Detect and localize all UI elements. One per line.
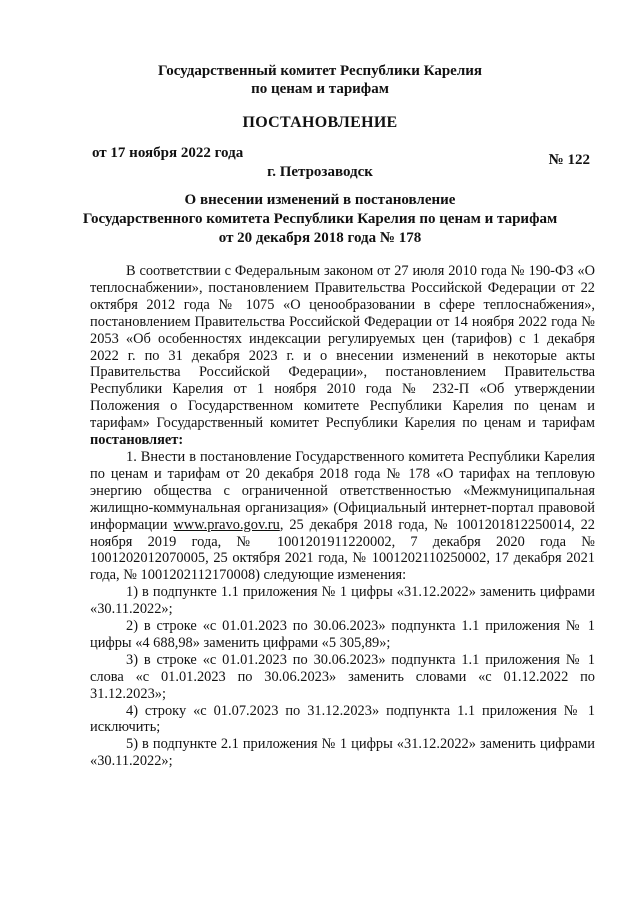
item-1-text-a: 1. Внести в постановление Государственного комитета Республики Карелия по ценам и тарифам от 20 декабря 2018 года № 178 «О тарифах на тепловую энергию общества с ограниченной ответственностью «Межмуниципальная жилищно-коммунальная организация» (Официальный интернет-портал правовой информации [90,448,595,533]
title-line3: от 20 декабря 2018 года № 178 [218,230,422,246]
subitem-2: 2) в строке «с 01.01.2023 по 30.06.2023» подпункта 1.1 приложения № 1 цифры «4 688,98» заменить цифрами «5 305,89»; [90,618,595,651]
org-name-line1: Государственный комитет Республики Карелия [158,63,482,79]
pravo-gov-link[interactable]: www.pravo.gov.ru [173,516,280,533]
document-title [0,191,640,248]
item-1-paragraph [90,449,595,584]
item-1-text-b: , 25 декабря 2018 года, № 1001201812250014, 22 ноября 2019 года, № 1001201911220002, 7 декабря 2020 года № 1001202012070005, 25 октября 2021 года, № 1001202110250002, 17 декабря 2021 года, № 1001202112170008) следующие изменения: [90,516,595,584]
preamble-paragraph [90,263,595,449]
preamble-text: В соответствии с Федеральным законом от 27 июля 2010 года № 190-ФЗ «О теплоснабжении», постановлением Правительства Российской Федерации от 22 октября 2012 года № 1075 «О ценообразовании в сфере теплоснабжения», постановлением Правительства Российской Федерации от 14 ноября 2022 года № 2053 «Об особенностях индексации регулируемых цен (тарифов) с 1 декабря 2022 г. по 31 декабря 2023 г. и о внесении изменений в некоторые акты Правительства Российской Федерации», постановлением Правительства Республики Карелия от 1 ноября 2010 года № 232-П «Об утверждении Положения о Государственном комитете Республики Карелия по ценам и тарифам» Государственный комитет Республики Карелия по ценам и тарифам [90,263,595,432]
subitem-1: 1) в подпункте 1.1 приложения № 1 цифры «31.12.2022» заменить цифрами «30.11.2022»; [90,584,595,618]
org-name-line2: по ценам и тарифам [251,81,389,97]
document-date: от 17 ноября 2022 года [92,145,244,161]
document-number: № 122 [548,152,590,168]
document-type: ПОСТАНОВЛЕНИЕ [242,114,398,131]
subitem-3: 3) в строке «с 01.01.2023 по 30.06.2023» подпункта 1.1 приложения № 1 слова «с 01.01.2023 по 30.06.2023» заменить словами «с 01.12.2022 по 31.12.2023»; [90,651,595,702]
subitem-5: 5) в подпункте 2.1 приложения № 1 цифры «31.12.2022» заменить цифрами «30.11.2022»; [90,736,595,770]
title-line2: Государственного комитета Республики Карелия по ценам и тарифам [82,211,558,227]
subitem-4: 4) строку «с 01.07.2023 по 31.12.2023» подпункта 1.1 приложения № 1 исключить; [90,702,595,736]
title-line1: О внесении изменений в постановление [184,192,456,208]
document-city: г. Петрозаводск [267,164,373,180]
resolves-word: постановляет: [90,432,184,449]
document-body [90,263,595,770]
